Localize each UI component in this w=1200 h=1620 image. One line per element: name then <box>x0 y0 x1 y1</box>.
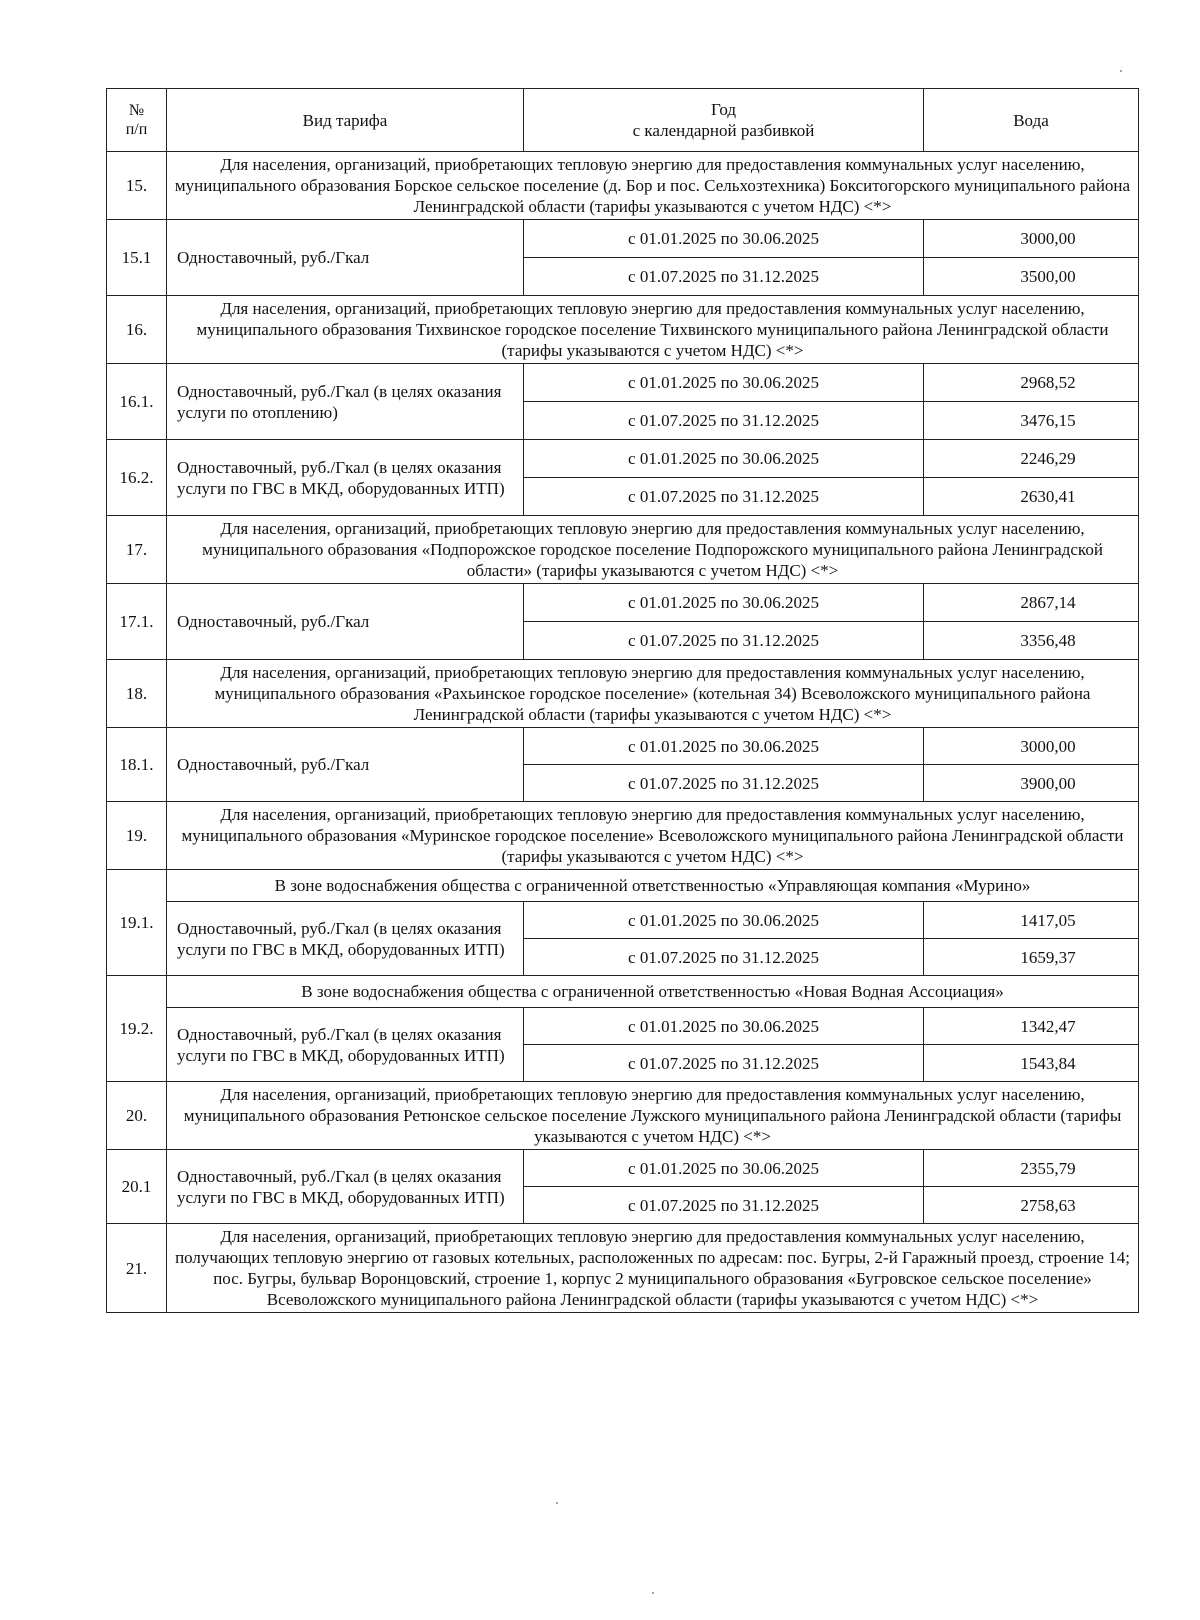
tariff-row-17-1-period1 <box>107 584 1139 622</box>
header-water: Вода <box>924 89 1139 152</box>
period: с 01.01.2025 по 30.06.2025 <box>524 1150 924 1187</box>
water-value: 2968,52 <box>924 364 1139 402</box>
water-value: 3900,00 <box>924 765 1139 802</box>
row-number: 17.1. <box>107 584 167 660</box>
tariff-row-19-2-period1 <box>107 1008 1139 1045</box>
period: с 01.01.2025 по 30.06.2025 <box>524 220 924 258</box>
section-row-18 <box>107 660 1139 728</box>
water-value: 2355,79 <box>924 1150 1139 1187</box>
tariff-type: Одноставочный, руб./Гкал <box>167 220 524 296</box>
period: с 01.01.2025 по 30.06.2025 <box>524 728 924 765</box>
tariff-type: Одноставочный, руб./Гкал (в целях оказания услуги по ГВС в МКД, оборудованных ИТП) <box>167 1150 524 1224</box>
water-value: 2246,29 <box>924 440 1139 478</box>
table-header-row <box>107 89 1139 152</box>
section-description: Для населения, организаций, приобретающих тепловую энергию для предоставления коммунальных услуг населению, муниципального образования Ретюнское сельское поселение Лужского муниципального района Ленинградской области (тарифы указываются с учетом НДС) <*> <box>167 1082 1139 1150</box>
section-description: Для населения, организаций, приобретающих тепловую энергию для предоставления коммунальных услуг населению, получающих тепловую энергию от газовых котельных, расположенных по адресам: пос. Бугры, 2-й Гаражный проезд, строение 14; пос. Бугры, бульвар Воронцовский, строение 1, корпус 2 муниципального образования «Бугровское сельское поселение» Всеволожского муниципального района Ленинградской области (тарифы указываются с учетом НДС) <*> <box>167 1224 1139 1313</box>
section-row-16 <box>107 296 1139 364</box>
period: с 01.01.2025 по 30.06.2025 <box>524 364 924 402</box>
period: с 01.01.2025 по 30.06.2025 <box>524 584 924 622</box>
section-description: Для населения, организаций, приобретающих тепловую энергию для предоставления коммунальных услуг населению, муниципального образования «Муринское городское поселение» Всеволожского муниципального района Ленинградской области (тарифы указываются с учетом НДС) <*> <box>167 802 1139 870</box>
row-number: 17. <box>107 516 167 584</box>
period: с 01.07.2025 по 31.12.2025 <box>524 1045 924 1082</box>
row-number: 19. <box>107 802 167 870</box>
water-value: 3000,00 <box>924 220 1139 258</box>
header-number-line2: п/п <box>125 121 148 138</box>
row-number: 20. <box>107 1082 167 1150</box>
row-number: 18. <box>107 660 167 728</box>
period: с 01.07.2025 по 31.12.2025 <box>524 1187 924 1224</box>
zone-row-19-2 <box>107 976 1139 1008</box>
tariff-type: Одноставочный, руб./Гкал (в целях оказания услуги по отоплению) <box>167 364 524 440</box>
scan-speck <box>556 1502 558 1504</box>
water-value: 2867,14 <box>924 584 1139 622</box>
row-number: 16. <box>107 296 167 364</box>
zone-description: В зоне водоснабжения общества с ограниченной ответственностью «Управляющая компания «Мурино» <box>167 870 1139 902</box>
header-tariff-type: Вид тарифа <box>167 89 524 152</box>
section-row-19 <box>107 802 1139 870</box>
row-number: 20.1 <box>107 1150 167 1224</box>
header-year <box>524 89 924 152</box>
section-row-21 <box>107 1224 1139 1313</box>
period: с 01.07.2025 по 31.12.2025 <box>524 765 924 802</box>
header-number <box>107 89 167 152</box>
period: с 01.07.2025 по 31.12.2025 <box>524 622 924 660</box>
tariff-document-page <box>106 88 1138 1313</box>
zone-row-19-1 <box>107 870 1139 902</box>
water-value: 3356,48 <box>924 622 1139 660</box>
water-value: 3500,00 <box>924 258 1139 296</box>
tariff-row-16-1-period1 <box>107 364 1139 402</box>
tariff-row-20-1-period1 <box>107 1150 1139 1187</box>
section-description: Для населения, организаций, приобретающих тепловую энергию для предоставления коммунальных услуг населению, муниципального образования «Рахьинское городское поселение» (котельная 34) Всеволожского муниципального района Ленинградской области (тарифы указываются с учетом НДС) <*> <box>167 660 1139 728</box>
header-number-line1: № <box>128 102 145 119</box>
row-number: 19.2. <box>107 976 167 1082</box>
section-row-15 <box>107 152 1139 220</box>
row-number: 15.1 <box>107 220 167 296</box>
tariff-row-16-2-period1 <box>107 440 1139 478</box>
row-number: 16.2. <box>107 440 167 516</box>
scan-speck <box>1120 70 1122 72</box>
row-number: 15. <box>107 152 167 220</box>
tariff-type: Одноставочный, руб./Гкал (в целях оказания услуги по ГВС в МКД, оборудованных ИТП) <box>167 902 524 976</box>
water-value: 1342,47 <box>924 1008 1139 1045</box>
section-description: Для населения, организаций, приобретающих тепловую энергию для предоставления коммунальных услуг населению, муниципального образования Тихвинское городское поселение Тихвинского муниципального района Ленинградской области (тарифы указываются с учетом НДС) <*> <box>167 296 1139 364</box>
water-value: 2758,63 <box>924 1187 1139 1224</box>
section-description: Для населения, организаций, приобретающих тепловую энергию для предоставления коммунальных услуг населению, муниципального образования «Подпорожское городское поселение Подпорожского муниципального района Ленинградской области» (тарифы указываются с учетом НДС) <*> <box>167 516 1139 584</box>
tariff-type: Одноставочный, руб./Гкал (в целях оказания услуги по ГВС в МКД, оборудованных ИТП) <box>167 440 524 516</box>
water-value: 3476,15 <box>924 402 1139 440</box>
period: с 01.01.2025 по 30.06.2025 <box>524 902 924 939</box>
period: с 01.07.2025 по 31.12.2025 <box>524 478 924 516</box>
water-value: 1417,05 <box>924 902 1139 939</box>
row-number: 18.1. <box>107 728 167 802</box>
period: с 01.01.2025 по 30.06.2025 <box>524 1008 924 1045</box>
period: с 01.07.2025 по 31.12.2025 <box>524 258 924 296</box>
tariff-row-18-1-period1 <box>107 728 1139 765</box>
section-row-20 <box>107 1082 1139 1150</box>
period: с 01.07.2025 по 31.12.2025 <box>524 939 924 976</box>
period: с 01.07.2025 по 31.12.2025 <box>524 402 924 440</box>
scan-speck <box>652 1592 654 1594</box>
row-number: 19.1. <box>107 870 167 976</box>
tariff-type: Одноставочный, руб./Гкал (в целях оказания услуги по ГВС в МКД, оборудованных ИТП) <box>167 1008 524 1082</box>
row-number: 21. <box>107 1224 167 1313</box>
zone-description: В зоне водоснабжения общества с ограниченной ответственностью «Новая Водная Ассоциация» <box>167 976 1139 1008</box>
tariff-row-19-1-period1 <box>107 902 1139 939</box>
section-description: Для населения, организаций, приобретающих тепловую энергию для предоставления коммунальных услуг населению, муниципального образования Борское сельское поселение (д. Бор и пос. Сельхозтехника) Бокситогорского муниципального района Ленинградской области (тарифы указываются с учетом НДС) <*> <box>167 152 1139 220</box>
header-year-line1: Год <box>711 100 736 119</box>
tariff-type: Одноставочный, руб./Гкал <box>167 728 524 802</box>
water-value: 3000,00 <box>924 728 1139 765</box>
tariff-table <box>106 88 1139 1313</box>
tariff-row-15-1-period1 <box>107 220 1139 258</box>
row-number: 16.1. <box>107 364 167 440</box>
water-value: 2630,41 <box>924 478 1139 516</box>
tariff-type: Одноставочный, руб./Гкал <box>167 584 524 660</box>
header-year-line2: с календарной разбивкой <box>632 121 815 140</box>
section-row-17 <box>107 516 1139 584</box>
period: с 01.01.2025 по 30.06.2025 <box>524 440 924 478</box>
water-value: 1659,37 <box>924 939 1139 976</box>
water-value: 1543,84 <box>924 1045 1139 1082</box>
